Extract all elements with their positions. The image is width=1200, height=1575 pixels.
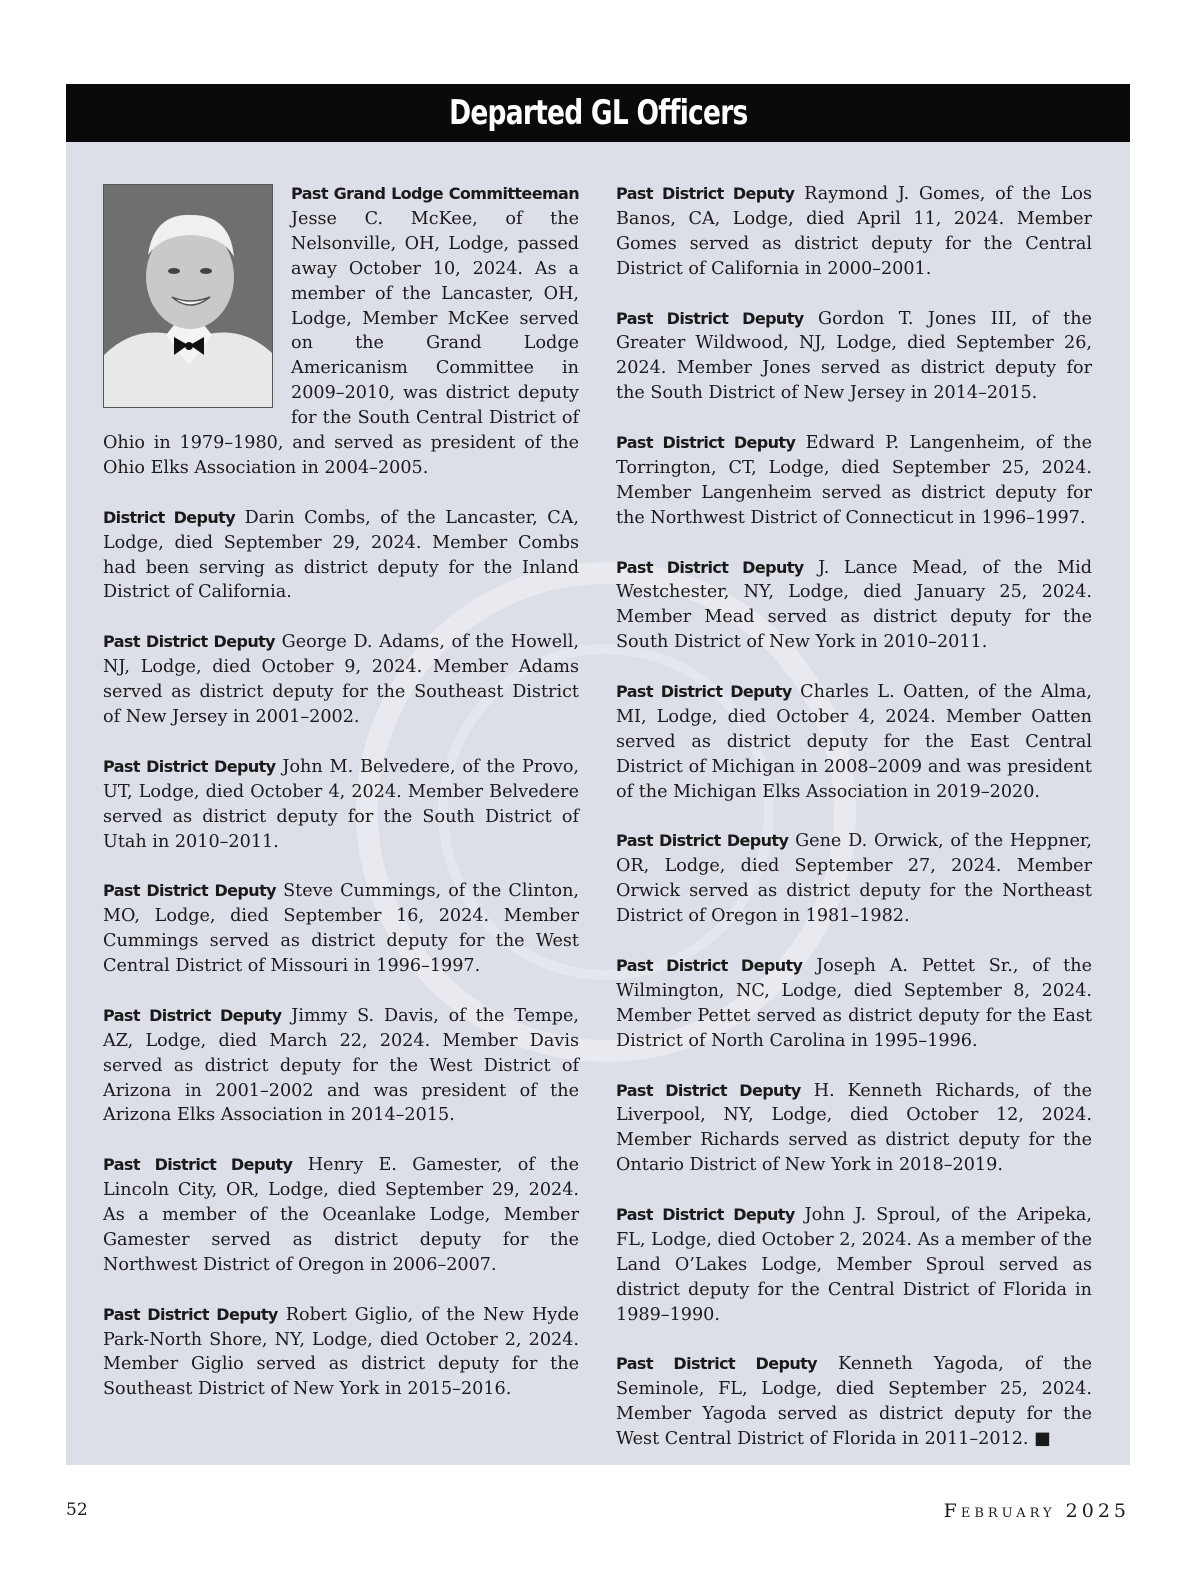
entry-rank: Past District Deputy xyxy=(616,184,795,203)
entry-rank: Past Grand Lodge Committeeman xyxy=(291,184,579,203)
obituary-entry xyxy=(103,1153,579,1278)
entry-rank: Past District Deputy xyxy=(616,433,796,453)
entry-rank: District Deputy xyxy=(103,507,236,527)
entry-text: Henry E. Gamester, of the Lincoln City, OR, Lodge, died September 29, 2024. As a member of the Oceanlake Lodge, Member Gamester served as district deputy for the Northwest District of Oregon in 2006–2007. xyxy=(103,1155,579,1275)
portrait-photo xyxy=(103,184,273,408)
entry-rank: Past District Deputy xyxy=(103,881,276,901)
entry-text: Edward P. Langenheim, of the Torrington, CT, Lodge, died September 25, 2024. Member Langenheim served as district deputy for the Northwest District of Connecticut in 1996–1997. xyxy=(616,433,1092,528)
issue-date: February 2025 xyxy=(943,1500,1130,1522)
obituary-entry xyxy=(103,755,579,855)
entry-rank: Past District Deputy xyxy=(103,1005,282,1025)
obituary-entry xyxy=(103,182,579,481)
portrait-illustration xyxy=(104,185,273,408)
obituary-entry xyxy=(616,307,1092,407)
obituary-entry xyxy=(103,1004,579,1129)
entry-text: George D. Adams, of the Howell, NJ, Lodge, died October 9, 2024. Member Adams served as district deputy for the Southeast District of New Jersey in 2001–2002. xyxy=(103,632,579,727)
page-number: 52 xyxy=(66,1500,88,1520)
entry-text: John M. Belvedere, of the Provo, UT, Lodge, died October 4, 2024. Member Belvedere served as district deputy for the South District of Utah in 2010–2011. xyxy=(103,756,580,852)
entry-text: Darin Combs, of the Lancaster, CA, Lodge, died September 29, 2024. Member Combs had been serving as district deputy for the Inland District of California. xyxy=(103,507,579,603)
entry-rank: Past District Deputy xyxy=(616,308,804,328)
left-column xyxy=(103,182,579,1427)
obituary-entry xyxy=(616,182,1092,282)
entry-rank: Past District Deputy xyxy=(616,1080,801,1100)
obituary-entry xyxy=(616,556,1092,656)
obituary-entry xyxy=(616,680,1092,805)
entry-rank: Past District Deputy xyxy=(103,632,276,652)
entry-text: Raymond J. Gomes, of the Los Banos, CA, Lodge, died April 11, 2024. Member Gomes served as district deputy for the Central District of California in 2000–2001. xyxy=(616,184,1092,279)
obituary-entry xyxy=(103,1303,579,1403)
entry-text: John J. Sproul, of the Aripeka, FL, Lodge, died October 2, 2024. As a member of the Land O’Lakes Lodge, Member Sproul served as district deputy for the Central District of Florida in 1989–1990. xyxy=(616,1205,1092,1325)
entry-text: J. Lance Mead, of the Mid Westchester, NY, Lodge, died January 25, 2024. Member Mead served as district deputy for the South District of New York in 2010–2011. xyxy=(616,557,1092,653)
obituary-entry xyxy=(616,829,1092,929)
entry-rank: Past District Deputy xyxy=(616,1354,818,1374)
entry-text: Gordon T. Jones III, of the Greater Wildwood, NJ, Lodge, died September 26, 2024. Member Jones served as district deputy for the South District of New Jersey in 2014–2015. xyxy=(616,308,1092,404)
entry-text: Joseph A. Pettet Sr., of the Wilmington, NC, Lodge, died September 8, 2024. Member Pettet served as district deputy for the East District of North Carolina in 1995–1996. xyxy=(616,956,1092,1051)
obituary-entry xyxy=(616,954,1092,1054)
section-title-banner xyxy=(66,84,1130,142)
entry-text: Kenneth Yagoda, of the Seminole, FL, Lodge, died September 25, 2024. Member Yagoda served as district deputy for the West Central District of Florida in 2011–2012. ■ xyxy=(616,1354,1092,1450)
entry-rank: Past District Deputy xyxy=(616,1205,795,1225)
entry-text: Jimmy S. Davis, of the Tempe, AZ, Lodge, died March 22, 2024. Member Davis served as district deputy for the West District of Arizona in 2001–2002 and was president of the Arizona Elks Association in 2014–2015. xyxy=(103,1005,579,1126)
obituary-entry xyxy=(103,630,579,730)
entry-rank: Past District Deputy xyxy=(616,956,803,975)
obituary-entry xyxy=(616,431,1092,531)
entry-rank: Past District Deputy xyxy=(616,831,789,851)
entry-rank: Past District Deputy xyxy=(616,557,804,577)
entry-rank: Past District Deputy xyxy=(103,1304,278,1324)
right-column xyxy=(616,182,1092,1477)
obituary-entry xyxy=(103,506,579,606)
entry-rank: Past District Deputy xyxy=(103,1155,293,1175)
obituary-entry xyxy=(616,1352,1092,1452)
entry-text: Jesse C. McKee, of the Nelsonville, OH, Lodge, passed away October 10, 2024. As a member of the Lancaster, OH, Lodge, Member McKee served on the Grand Lodge Americanism Committee in 2009–2010, was district deputy for the South Central District of Ohio in 1979–1980, and served as president of the Ohio Elks Association in 2004–2005. xyxy=(103,208,579,478)
obituary-entry xyxy=(616,1203,1092,1328)
entry-text: Gene D. Orwick, of the Heppner, OR, Lodge, died September 27, 2024. Member Orwick served as district deputy for the Northeast District of Oregon in 1981–1982. xyxy=(616,831,1092,927)
entry-rank: Past District Deputy xyxy=(616,682,792,702)
entry-rank: Past District Deputy xyxy=(103,756,276,776)
entry-text: H. Kenneth Richards, of the Liverpool, NY, Lodge, died October 12, 2024. Member Richards served as district deputy for the Ontario District of New York in 2018–2019. xyxy=(616,1080,1093,1176)
entry-text: Robert Giglio, of the New Hyde Park-North Shore, NY, Lodge, died October 2, 2024. Member Giglio served as district deputy for the Southeast District of New York in 2015–2016. xyxy=(103,1304,579,1400)
section-title: Departed GL Officers xyxy=(448,93,748,133)
entry-text: Steve Cummings, of the Clinton, MO, Lodge, died September 16, 2024. Member Cummings served as district deputy for the West Central District of Missouri in 1996–1997. xyxy=(103,881,579,977)
entry-text: Charles L. Oatten, of the Alma, MI, Lodge, died October 4, 2024. Member Oatten served as district deputy for the East Central District of Michigan in 2008–2009 and was president of the Michigan Elks Association in 2019–2020. xyxy=(616,682,1092,802)
obituary-entry xyxy=(103,879,579,979)
obituary-entry xyxy=(616,1079,1092,1179)
